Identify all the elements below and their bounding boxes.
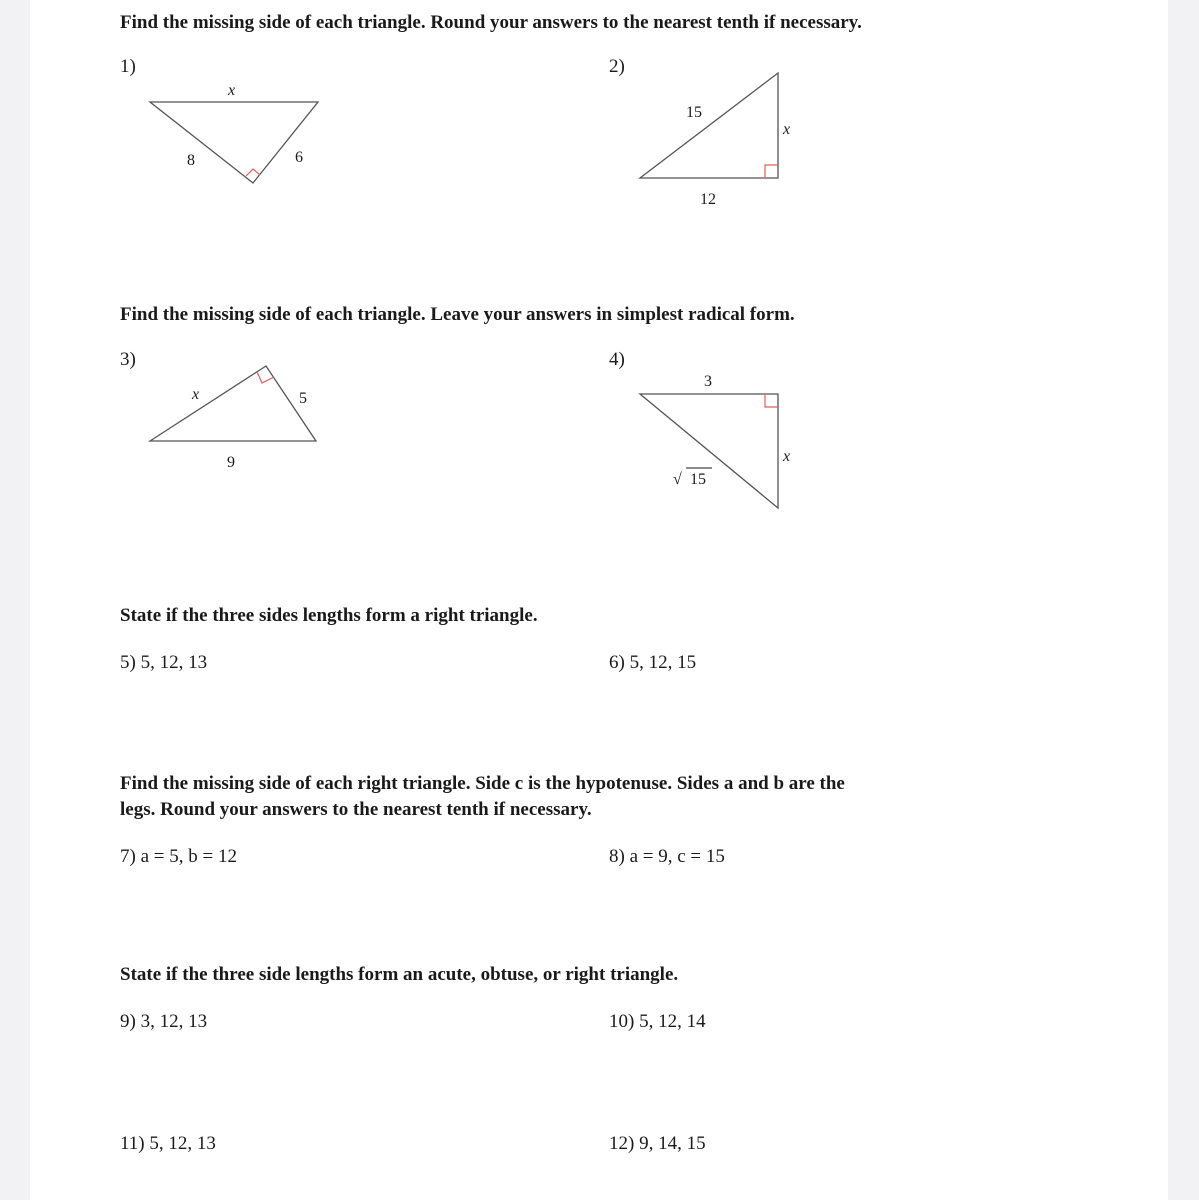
- problem-11: 11) 5, 12, 13: [120, 1133, 216, 1154]
- triangle-4: [640, 373, 790, 508]
- section-4-instruction-line1: Find the missing side of each right triangle. Side c is the hypotenuse. Sides a and b are the: [120, 773, 845, 794]
- triangle-1: [150, 82, 318, 183]
- section-2-instruction: Find the missing side of each triangle. Leave your answers in simplest radical form.: [120, 304, 795, 325]
- triangle-3: [150, 366, 316, 471]
- label-5: 5: [299, 390, 307, 407]
- section-5-instruction: State if the three side lengths form an acute, obtuse, or right triangle.: [120, 964, 679, 985]
- problem-9: 9) 3, 12, 13: [120, 1011, 208, 1032]
- label-3: 3: [704, 373, 712, 390]
- label-15: 15: [690, 471, 706, 488]
- label-15: 15: [686, 104, 702, 121]
- label-x: x: [783, 121, 791, 138]
- label-9: 9: [227, 454, 235, 471]
- problem-3-number: 3): [120, 349, 136, 370]
- problem-6: 6) 5, 12, 15: [609, 652, 697, 673]
- problem-1-number: 1): [120, 56, 136, 77]
- right-angle-mark: [765, 165, 778, 178]
- label-6: 6: [295, 149, 303, 166]
- section-3-instruction: State if the three sides lengths form a right triangle.: [120, 605, 538, 626]
- sqrt-sign: √: [673, 471, 682, 488]
- label-x: x: [228, 82, 236, 99]
- problem-5: 5) 5, 12, 13: [120, 652, 208, 673]
- section-4-instruction-line2: legs. Round your answers to the nearest tenth if necessary.: [120, 799, 592, 820]
- right-angle-mark: [765, 394, 778, 407]
- problem-2-number: 2): [609, 56, 625, 77]
- label-8: 8: [187, 152, 195, 169]
- triangle-2: [640, 73, 790, 208]
- label-x: x: [192, 386, 200, 403]
- problem-12: 12) 9, 14, 15: [609, 1133, 706, 1154]
- problem-4-number: 4): [609, 349, 625, 370]
- section-1-instruction: Find the missing side of each triangle. Round your answers to the nearest tenth if necessary.: [120, 12, 862, 33]
- right-angle-mark: [246, 169, 260, 176]
- problem-10: 10) 5, 12, 14: [609, 1011, 706, 1032]
- problem-8: 8) a = 9, c = 15: [609, 846, 725, 867]
- problem-7: 7) a = 5, b = 12: [120, 846, 237, 867]
- label-x: x: [783, 448, 791, 465]
- label-12: 12: [700, 191, 716, 208]
